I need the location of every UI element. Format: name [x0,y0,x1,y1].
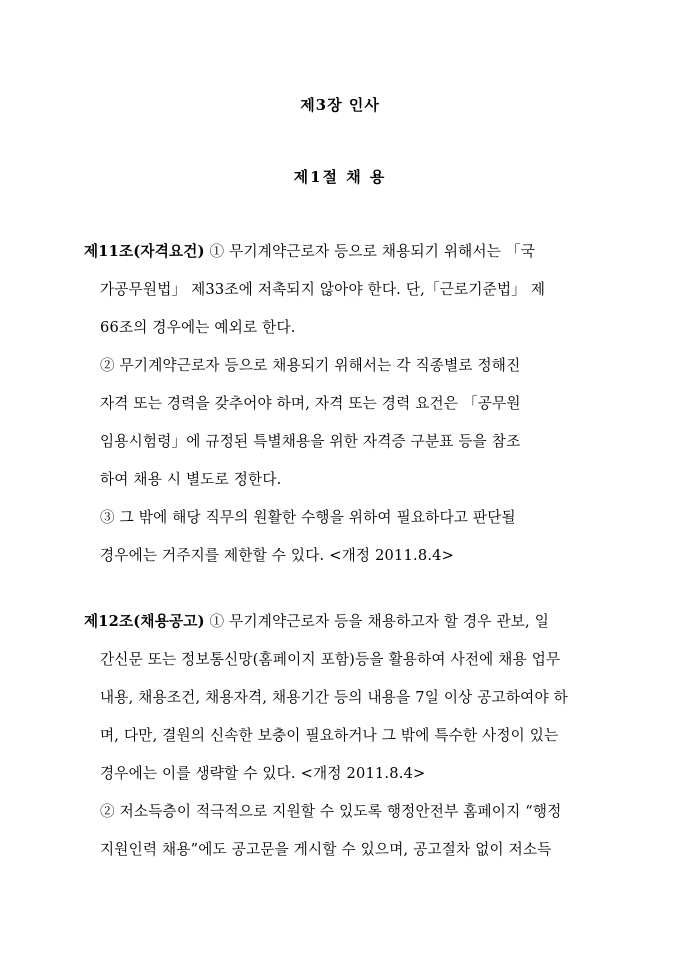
article-12-text: ① 무기계약근로자 등을 채용하고자 할 경우 관보, 일 [204,613,550,630]
article-11-line-2: 가공무원법」 제33조에 저촉되지 않아야 한다. 단,「근로기준법」 제 [100,281,546,298]
article-11-line-9: 경우에는 거주지를 제한할 수 있다. <개정 2011.8.4> [100,547,455,564]
article-11-line-6: 임용시험령」에 규정된 특별채용을 위한 자격증 구분표 등을 참조 [100,433,521,450]
article-11-line-3: 66조의 경우에는 예외로 한다. [100,319,296,336]
article-11-text: ① 무기계약근로자 등으로 채용되기 위해서는 「국 [204,243,535,260]
article-12-line-4: 며, 다만, 결원의 신속한 보충이 필요하거나 그 밖에 특수한 사정이 있는 [100,727,559,744]
article-12-line-3: 내용, 채용조건, 채용자격, 채용기간 등의 내용을 7일 이상 공고하여야 하 [100,689,568,706]
chapter-title: 제3장 인사 [300,96,380,114]
section-title: 제1절 채 용 [293,168,387,186]
article-12-line-1 [84,610,549,631]
article-11-line-1 [84,240,535,261]
article-11-heading: 제11조(자격요건) [84,243,205,260]
article-12-line-6: ② 저소득층이 적극적으로 지원할 수 있도록 행정안전부 홈페이지 “행정 [100,803,562,820]
article-12-line-5: 경우에는 이를 생략할 수 있다. <개정 2011.8.4> [100,765,426,782]
article-11-line-4: ② 무기계약근로자 등으로 채용되기 위해서는 각 직종별로 정해진 [100,357,521,374]
article-11-line-7: 하여 채용 시 별도로 정한다. [100,471,282,488]
article-11-line-8: ③ 그 밖에 해당 직무의 원활한 수행을 위하여 필요하다고 판단될 [100,509,516,526]
article-12-line-2: 간신문 또는 정보통신망(홈페이지 포함)등을 활용하여 사전에 채용 업무 [100,651,561,668]
article-11-line-5: 자격 또는 경력을 갖추어야 하며, 자격 또는 경력 요건은 「공무원 [100,395,521,412]
article-12-heading: 제12조(채용공고) [84,613,205,630]
article-12-line-7: 지원인력 채용”에도 공고문을 게시할 수 있으며, 공고절차 없이 저소득 [100,841,552,858]
